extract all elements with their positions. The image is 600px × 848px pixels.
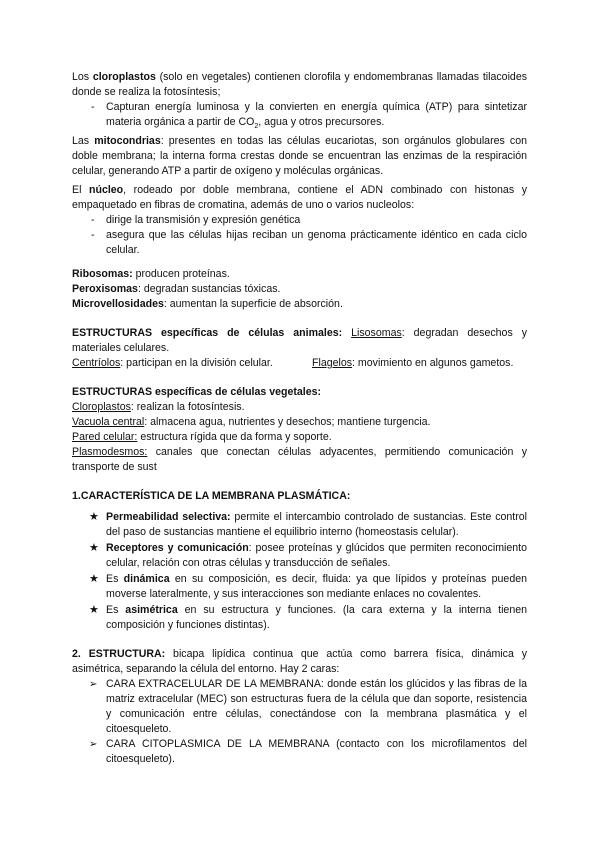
term-pared: Pared celular: bbox=[72, 431, 138, 443]
heading-vegetal: ESTRUCTURAS específicas de células vegetales: bbox=[72, 386, 322, 398]
text-run: en su composición, es decir, fluida: ya que lípidos y proteínas pueden moverse lateralmente, y sus interacciones son mediante enlaces no covalentes. bbox=[106, 573, 527, 600]
paragraph-cloroplastos bbox=[72, 70, 527, 100]
list-nucleo bbox=[72, 213, 527, 258]
term-cloroplastos: cloroplastos bbox=[92, 71, 156, 83]
list-item bbox=[72, 603, 527, 633]
term-mitocondrias: mitocondrias bbox=[94, 135, 161, 147]
list-item bbox=[72, 737, 527, 767]
star-icon: ★ bbox=[89, 542, 99, 554]
term-nucleo: núcleo bbox=[89, 184, 124, 196]
text-run: , rodeado por doble membrana, contiene el ADN combinado con histonas y empaquetado en fibras de cromatina, además de uno o varios nucleolos: bbox=[72, 184, 527, 211]
text-run: Los bbox=[72, 71, 93, 83]
organelle-line bbox=[72, 297, 527, 312]
document-body bbox=[72, 70, 527, 767]
text-run: : aumentan la superficie de absorción. bbox=[163, 298, 343, 310]
text-run: Es bbox=[106, 604, 126, 616]
text-run: : presentes en todas las células eucariotas, son orgánulos globulares con doble membrana; la interna forma crestas donde se encuentran las enzimas de la respiración celular, generando ATP a partir de oxígeno y moléculas orgánicas. bbox=[72, 135, 527, 177]
list-item bbox=[72, 677, 527, 737]
term-asimetrica: asimétrica bbox=[125, 604, 178, 616]
list-item: - asegura que las células hijas reciban un genoma prácticamente idéntico en cada ciclo celular. bbox=[72, 228, 527, 258]
list-cloroplastos bbox=[72, 100, 527, 130]
text-run: : movimiento en algunos gametos. bbox=[352, 357, 514, 369]
term-microvellosidades: Microvellosidades bbox=[72, 298, 164, 310]
animal-flagelos bbox=[312, 356, 513, 371]
term-ribosomas: Ribosomas: bbox=[72, 268, 133, 280]
organelle-line bbox=[72, 282, 527, 297]
text-run: , agua y otros precursores. bbox=[258, 116, 385, 128]
text-run: El bbox=[72, 184, 90, 196]
list-item bbox=[72, 100, 527, 130]
term-peroxisomas: Peroxisomas bbox=[72, 283, 138, 295]
animal-centriolos bbox=[72, 356, 312, 371]
list-item bbox=[72, 572, 527, 602]
section-1 bbox=[72, 489, 527, 633]
term-plasmodesmos: Plasmodesmos: bbox=[72, 446, 148, 458]
list-item: - dirige la transmisión y expresión genética bbox=[72, 213, 527, 228]
text-run: : almacena agua, nutrientes y desechos; mantiene turgencia. bbox=[144, 416, 431, 428]
paragraph-mitocondrias bbox=[72, 134, 527, 179]
text-run: : posee proteínas y glúcidos que permiten reconocimiento celular, relación con otras células y transducción de señales. bbox=[106, 542, 527, 569]
organelles-block bbox=[72, 267, 527, 312]
text-run: (solo en vegetales) contienen clorofila y endomembranas llamadas tilacoides donde se realiza la fotosíntesis; bbox=[72, 71, 528, 98]
text-run: : degradan desechos y materiales celulares. bbox=[72, 327, 527, 354]
term-receptores: Receptores y comunicación bbox=[106, 542, 249, 554]
vegetal-structures bbox=[72, 385, 527, 475]
text-run: : realizan la fotosíntesis. bbox=[130, 401, 245, 413]
text-run: bicapa lipídica continua que actúa como barrera física, dinámica y asimétrica, separando la célula del entorno. Hay 2 caras: bbox=[72, 648, 527, 675]
text-run: canales que conectan células adyacentes, permitiendo comunicación y transporte de sust bbox=[72, 446, 527, 473]
star-icon: ★ bbox=[89, 604, 99, 616]
section-2-intro bbox=[72, 647, 527, 677]
text-run: Capturan energía luminosa y la convierten en energía química (ATP) para sintetizar materia orgánica a partir de CO bbox=[106, 101, 527, 128]
paragraph-nucleo bbox=[72, 183, 527, 213]
text-run: en su estructura y funciones. (la cara externa y la interna tienen composición y funciones distintas). bbox=[106, 604, 528, 631]
term-dinamica: dinámica bbox=[123, 573, 170, 585]
term-vacuola: Vacuola central bbox=[72, 416, 145, 428]
vegetal-line bbox=[72, 445, 527, 475]
term-flagelos: Flagelos bbox=[312, 357, 353, 369]
characteristics-list bbox=[72, 510, 527, 633]
organelle-line bbox=[72, 267, 527, 282]
text-run: Las bbox=[72, 135, 95, 147]
text-run: CARA CITOPLASMICA DE LA MEMBRANA (contacto con los microfilamentos del citoesqueleto). bbox=[106, 738, 527, 765]
animal-lisosomas bbox=[72, 326, 527, 356]
animal-structures bbox=[72, 326, 527, 371]
text-run: estructura rígida que da forma y soporte. bbox=[137, 431, 332, 443]
section-1-heading: 1.CARACTERÍSTICA DE LA MEMBRANA PLASMÁTICA: bbox=[72, 490, 351, 502]
section-2 bbox=[72, 647, 527, 767]
arrow-icon: ➢ bbox=[89, 679, 98, 690]
section-1-heading-line bbox=[72, 489, 527, 504]
section-2-heading: 2. ESTRUCTURA: bbox=[72, 648, 166, 660]
text-run: Es bbox=[106, 573, 124, 585]
list-item bbox=[72, 510, 527, 540]
vegetal-line bbox=[72, 430, 527, 445]
heading-vegetal-line bbox=[72, 385, 527, 400]
subscript: 2 bbox=[254, 123, 259, 131]
star-icon: ★ bbox=[89, 573, 99, 585]
text-run: permite el intercambio controlado de sustancias. Este control del paso de sustancias mantiene el equilibrio interno (homeostasis celular). bbox=[106, 511, 528, 538]
term-permeabilidad: Permeabilidad selectiva: bbox=[106, 511, 231, 523]
text-run: producen proteínas. bbox=[132, 268, 230, 280]
term-cloroplastos-veg: Cloroplastos bbox=[72, 401, 131, 413]
term-centriolos: Centríolos bbox=[72, 357, 121, 369]
heading-animal: ESTRUCTURAS específicas de células animales: bbox=[72, 327, 343, 339]
vegetal-line bbox=[72, 415, 527, 430]
text-run: : degradan sustancias tóxicas. bbox=[137, 283, 281, 295]
star-icon: ★ bbox=[89, 511, 99, 523]
faces-list bbox=[72, 677, 527, 767]
list-item bbox=[72, 541, 527, 571]
arrow-icon: ➢ bbox=[89, 739, 98, 750]
text-run: CARA EXTRACELULAR DE LA MEMBRANA: donde están los glúcidos y las fibras de la matriz extracelular (MEC) son estructuras fuera de la célula que dan soporte, resistencia y comunicación entre células, conectándose con la membrana plasmática y el citoesqueleto. bbox=[106, 678, 527, 735]
term-lisosomas: Lisosomas bbox=[351, 327, 402, 339]
vegetal-line bbox=[72, 400, 527, 415]
text-run: : participan en la división celular. bbox=[120, 357, 273, 369]
animal-row bbox=[72, 356, 527, 371]
